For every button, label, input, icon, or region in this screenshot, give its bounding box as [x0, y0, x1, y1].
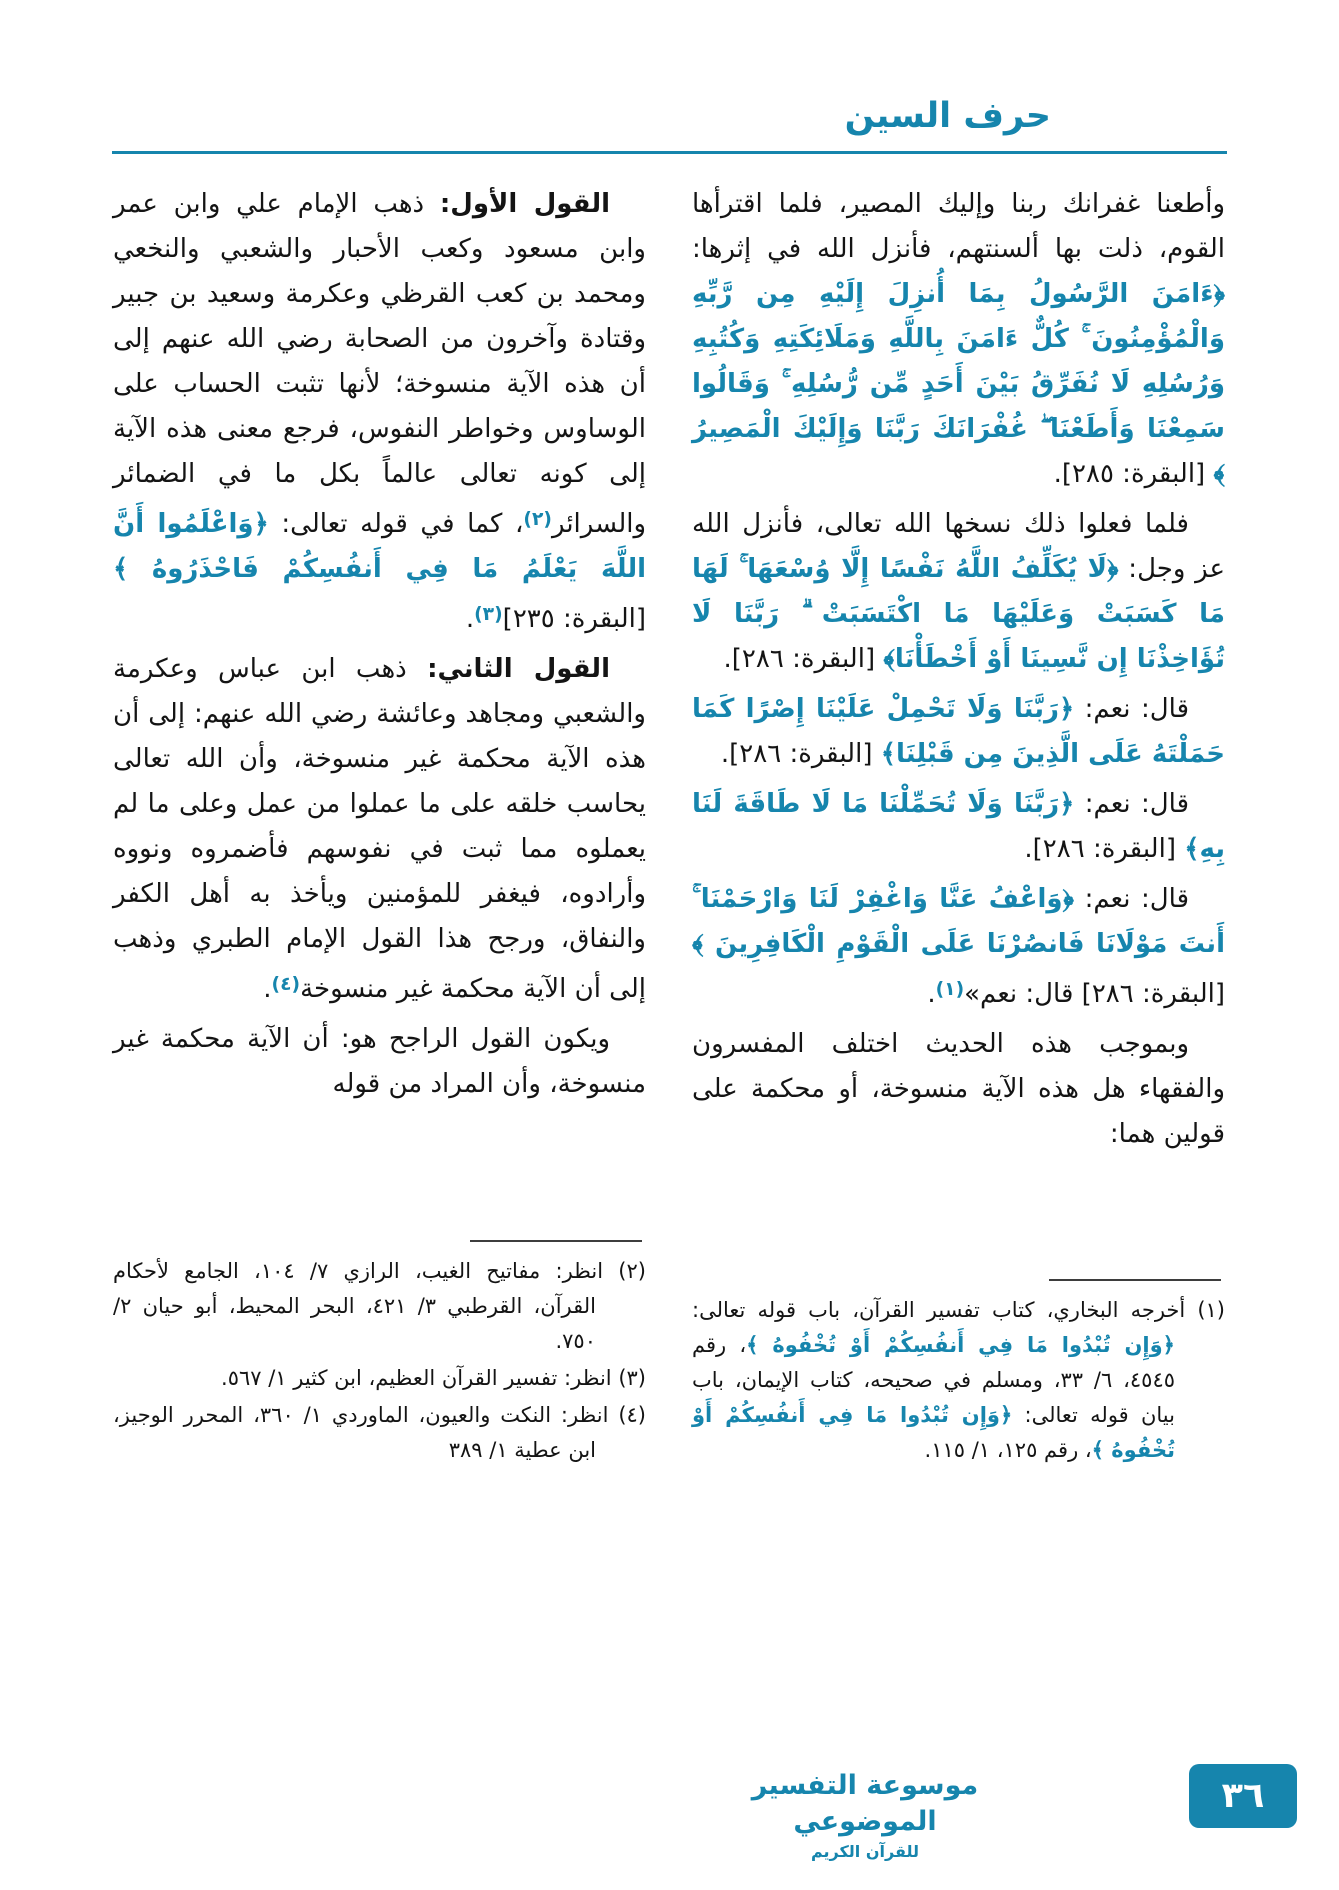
paragraph [692, 502, 1225, 682]
body-text: قال: نعم: [1074, 789, 1189, 819]
quran-verse: ﴿رَبَّنَا وَلَا تَحْمِلْ عَلَيْنَا إِصْرًا كَمَا حَمَلْتَهُ عَلَى الَّذِينَ مِن قَبْلِنَا﴾ [692, 694, 1225, 769]
footnote-separator [1049, 1279, 1221, 1281]
body-text: انظر: تفسير القرآن العظيم، ابن كثير ١/ ٥٦٧. [221, 1366, 612, 1390]
right-column-body [692, 182, 1225, 1162]
quran-verse: ﴿وَإِن تُبْدُوا مَا فِي أَنفُسِكُمْ أَوْ تُخْفُوهُ ﴾ [746, 1333, 1175, 1357]
body-text: انظر: النكت والعيون، الماوردي ١/ ٣٦٠، المحرر الوجيز، ابن عطية ١/ ٣٨٩ [113, 1403, 609, 1462]
paragraph [113, 647, 646, 1012]
body-text: ويكون القول الراجح هو: أن الآية محكمة غير منسوخة، وأن المراد من قوله [113, 1024, 646, 1099]
quran-verse: ﴿ءَامَنَ الرَّسُولُ بِمَا أُنزِلَ إِلَيْهِ مِن رَّبِّهِ وَالْمُؤْمِنُونَ ۚ كُلٌّ ءَامَنَ بِاللَّهِ وَمَلَائِكَتِهِ وَكُتُبِهِ وَرُسُلِهِ لَا نُفَرِّقُ بَيْنَ أَحَدٍ مِّن رُّسُلِهِ ۚ وَقَالُوا سَمِعْنَا وَأَطَعْنَا ۖ غُفْرَانَكَ رَبَّنَا وَإِلَيْكَ الْمَصِيرُ ﴾ [692, 279, 1225, 489]
body-text: أخرجه البخاري، كتاب تفسير القرآن، باب قوله تعالى: [692, 1298, 1186, 1322]
body-text: [البقرة: ٢٨٦]. [723, 644, 884, 674]
body-text: وأطعنا غفرانك ربنا وإليك المصير، فلما اقترأها القوم، ذلت بها ألسنتهم، فأنزل الله في إثرها: [692, 189, 1225, 264]
body-text: ذهب ابن عباس وعكرمة والشعبي ومجاهد وعائشة رضي الله عنهم: إلى أن هذه الآية محكمة غير منسوخة، وأن الله تعالى يحاسب خلقه على ما عملوا من عمل وعلى ما لم يعملوه مما ثبت في نفوسهم فأضمروه ونووه وأرادوه، فيغفر للمؤمنين ويأخذ به أهل الكفر والنفاق، ورجح هذا القول الإمام الطبري وذهب إلى أن الآية محكمة غير منسوخة [113, 654, 646, 1004]
paragraph [692, 1022, 1225, 1157]
page-number-badge: ٣٦ [1189, 1764, 1297, 1828]
body-text: . [263, 974, 272, 1004]
body-text: . [465, 604, 475, 634]
body-text: ذهب الإمام علي وابن عمر وابن مسعود وكعب الأحبار والشعبي والنخعي ومحمد بن كعب القرظي وعكرمة وسعيد بن جبير وقتادة وآخرون من الصحابة رضي الله عنهم إلى أن هذه الآية منسوخة؛ لأنها تثبت الحساب على الوساوس وخواطر النفوس، فرجع معنى هذه الآية إلى كونه تعالى عالماً بكل ما في الضمائر والسرائر [113, 189, 647, 539]
publisher-logo [740, 1768, 990, 1864]
body-text: [البقرة: ٢٨٦]. [1024, 834, 1185, 864]
footnote [113, 1398, 646, 1468]
right-footnotes [692, 1293, 1225, 1468]
footnote-ref-marker: (٣) [474, 604, 503, 625]
right-column [692, 182, 1225, 1470]
footnote-number: (٣) [611, 1366, 646, 1390]
footnote-separator [470, 1240, 642, 1242]
quran-verse: ﴿وَاعْلَمُوا أَنَّ اللَّهَ يَعْلَمُ مَا فِي أَنفُسِكُمْ فَاحْذَرُوهُ ﴾ [113, 509, 646, 584]
logo-title: موسوعة التفسير الموضوعي [751, 1770, 979, 1837]
chapter-header: حرف السين [844, 96, 1051, 136]
paragraph-lead: القول الأول: [439, 189, 610, 219]
body-text: [البقرة: ٢٨٥]. [1053, 459, 1214, 489]
footnote-ref-marker: (١) [935, 979, 965, 1000]
body-text: انظر: مفاتيح الغيب، الرازي ٧/ ١٠٤، الجامع لأحكام القرآن، القرطبي ٣/ ٤٢١، البحر المحيط، أبو حيان ٢/ ٧٥٠. [113, 1259, 604, 1353]
body-text: [البقرة: ٢٣٥] [502, 604, 646, 634]
body-text: . [927, 979, 936, 1009]
body-text: ، كما في قوله تعالى: [268, 509, 524, 539]
paragraph-lead: القول الثاني: [427, 654, 610, 684]
left-footnotes [113, 1254, 646, 1468]
quran-verse: ﴿وَإِن تُبْدُوا مَا فِي أَنفُسِكُمْ أَوْ تُخْفُوهُ ﴾ [692, 1403, 1175, 1462]
footnote [692, 1293, 1225, 1468]
body-text: وبموجب هذه الحديث اختلف المفسرون والفقهاء هل هذه الآية منسوخة، أو محكمة على قولين هما: [692, 1029, 1225, 1149]
footnote [113, 1361, 646, 1396]
footnote-number: (١) [1185, 1298, 1225, 1322]
quran-verse: ﴿وَاعْفُ عَنَّا وَاغْفِرْ لَنَا وَارْحَمْنَا ۚ أَنتَ مَوْلَانَا فَانصُرْنَا عَلَى الْقَوْمِ الْكَافِرِينَ ﴾ [692, 884, 1225, 959]
footnote-number: (٢) [603, 1259, 646, 1283]
quran-verse: ﴿رَبَّنَا وَلَا تُحَمِّلْنَا مَا لَا طَاقَةَ لَنَا بِهِ﴾ [692, 789, 1225, 864]
left-footnote-block [113, 1236, 646, 1470]
quran-verse: ﴿لَا يُكَلِّفُ اللَّهُ نَفْسًا إِلَّا وُسْعَهَا ۚ لَهَا مَا كَسَبَتْ وَعَلَيْهَا مَا اكْتَسَبَتْ ۗ رَبَّنَا لَا تُؤَاخِذْنَا إِن نَّسِينَا أَوْ أَخْطَأْنَا﴾ [692, 554, 1225, 674]
paragraph [692, 182, 1225, 497]
footnote-ref-marker: (٤) [271, 974, 301, 995]
body-text: قال: نعم: [1074, 884, 1189, 914]
body-text: فلما فعلوا ذلك نسخها الله تعالى، فأنزل الله عز وجل: [692, 509, 1225, 584]
paragraph [692, 877, 1225, 1017]
content-columns [113, 182, 1225, 1470]
paragraph [113, 1017, 646, 1107]
paragraph [692, 782, 1225, 872]
footnote-number: (٤) [608, 1403, 646, 1427]
paragraph [692, 687, 1225, 777]
left-column [113, 182, 646, 1470]
header-divider [112, 151, 1227, 154]
paragraph [113, 182, 646, 642]
footnote [113, 1254, 646, 1359]
right-footnote-block [692, 1275, 1225, 1470]
body-text: [البقرة: ٢٨٦]. [720, 739, 881, 769]
footnote-ref-marker: (٢) [523, 509, 552, 530]
body-text: [البقرة: ٢٨٦] قال: نعم» [964, 979, 1225, 1009]
logo-subtitle: للقرآن الكريم [810, 1842, 920, 1861]
body-text: ، رقم ٤٥٤٥، ٦/ ٣٣، ومسلم في صحيحه، كتاب الإيمان، باب بيان قوله تعالى: [692, 1333, 1176, 1427]
left-column-body [113, 182, 646, 1112]
body-text: قال: نعم: [1074, 694, 1190, 724]
body-text: ، رقم ١٢٥، ١/ ١١٥. [924, 1438, 1092, 1462]
